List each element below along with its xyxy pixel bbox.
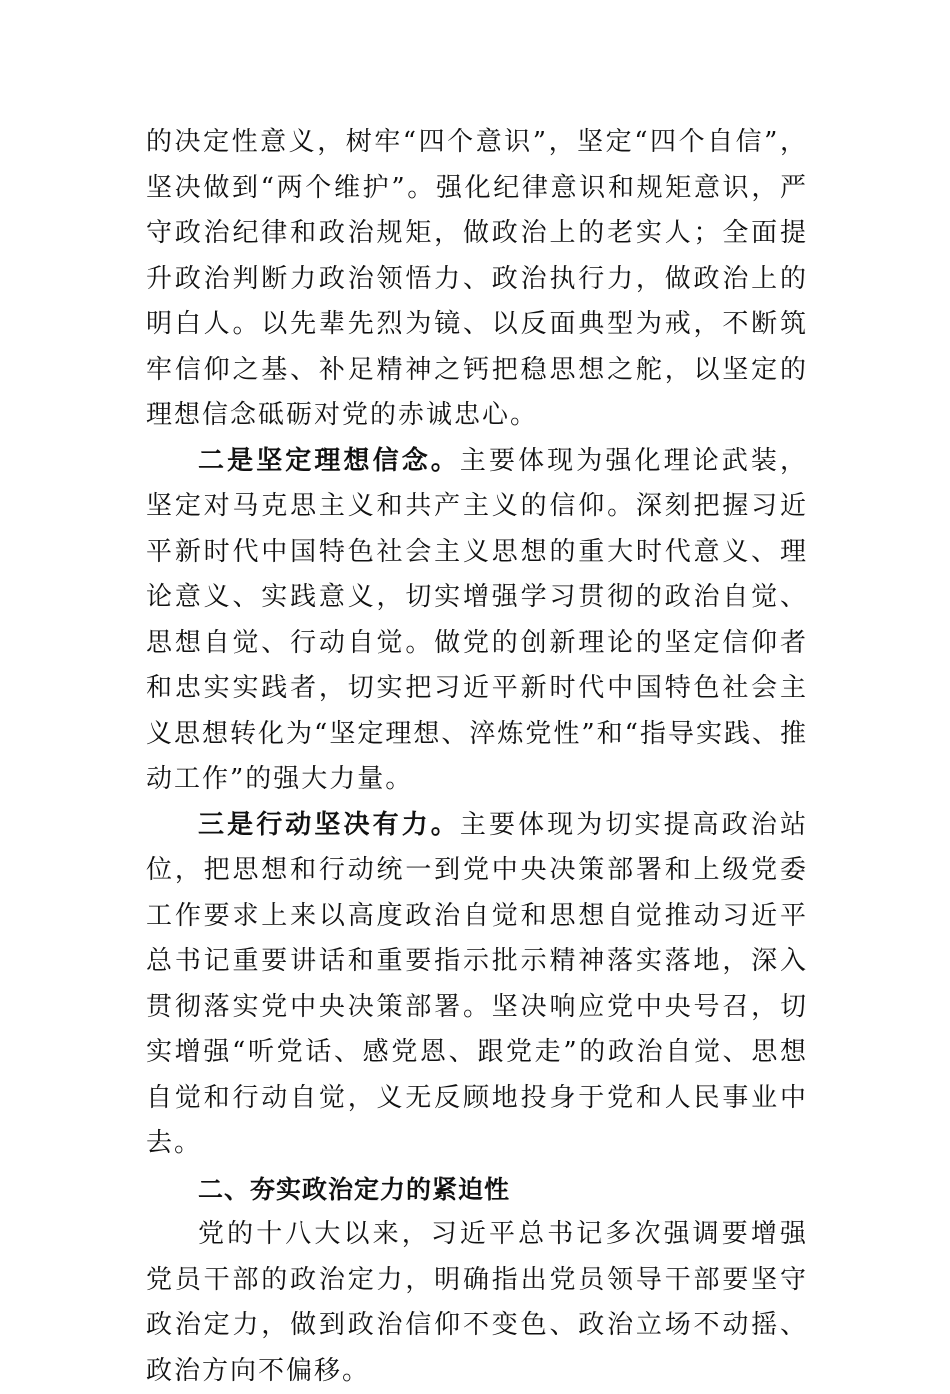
paragraph-urgency bbox=[146, 1212, 808, 1394]
paragraph-firm-ideals bbox=[146, 439, 808, 803]
paragraph-resolute-action bbox=[146, 803, 808, 1167]
paragraph-text: 党的十八大以来，习近平总书记多次强调要增强党员干部的政治定力，明确指出党员领导干部要坚守政治定力，做到政治信仰不变色、政治立场不动摇、政治方向不偏移。 bbox=[146, 1219, 808, 1386]
paragraph-text: 主要体现为切实提高政治站位，把思想和行动统一到党中央决策部署和上级党委工作要求上来以高度政治自觉和思想自觉推动习近平总书记重要讲话和重要指示批示精神落实落地，深入贯彻落实党中央决策部署。坚决响应党中央号召，切实增强“听党话、感党恩、跟党走”的政治自觉、思想自觉和行动自觉，义无反顾地投身于党和人民事业中去。 bbox=[146, 809, 808, 1158]
paragraph-text: 主要体现为强化理论武装，坚定对马克思主义和共产主义的信仰。深刻把握习近平新时代中国特色社会主义思想的重大时代意义、理论意义、实践意义，切实增强学习贯彻的政治自觉、思想自觉、行动自觉。做党的创新理论的坚定信仰者和忠实实践者，切实把习近平新时代中国特色社会主义思想转化为“坚定理想、淬炼党性”和“指导实践、推动工作”的强大力量。 bbox=[146, 445, 808, 794]
paragraph-political-loyalty-continued bbox=[146, 120, 808, 439]
section-heading: 二、夯实政治定力的紧迫性 bbox=[198, 1174, 511, 1204]
document-body bbox=[146, 120, 808, 1394]
paragraph-lead: 三是行动坚决有力。 bbox=[198, 809, 460, 840]
paragraph-lead: 二是坚定理想信念。 bbox=[198, 445, 460, 476]
paragraph-text: 的决定性意义，树牢“四个意识”，坚定“四个自信”，坚决做到“两个维护”。强化纪律意识和规矩意识，严守政治纪律和政治规矩，做政治上的老实人；全面提升政治判断力政治领悟力、政治执行力，做政治上的明白人。以先辈先烈为镜、以反面典型为戒，不断筑牢信仰之基、补足精神之钙把稳思想之舵，以坚定的理想信念砥砺对党的赤诚忠心。 bbox=[146, 127, 808, 430]
